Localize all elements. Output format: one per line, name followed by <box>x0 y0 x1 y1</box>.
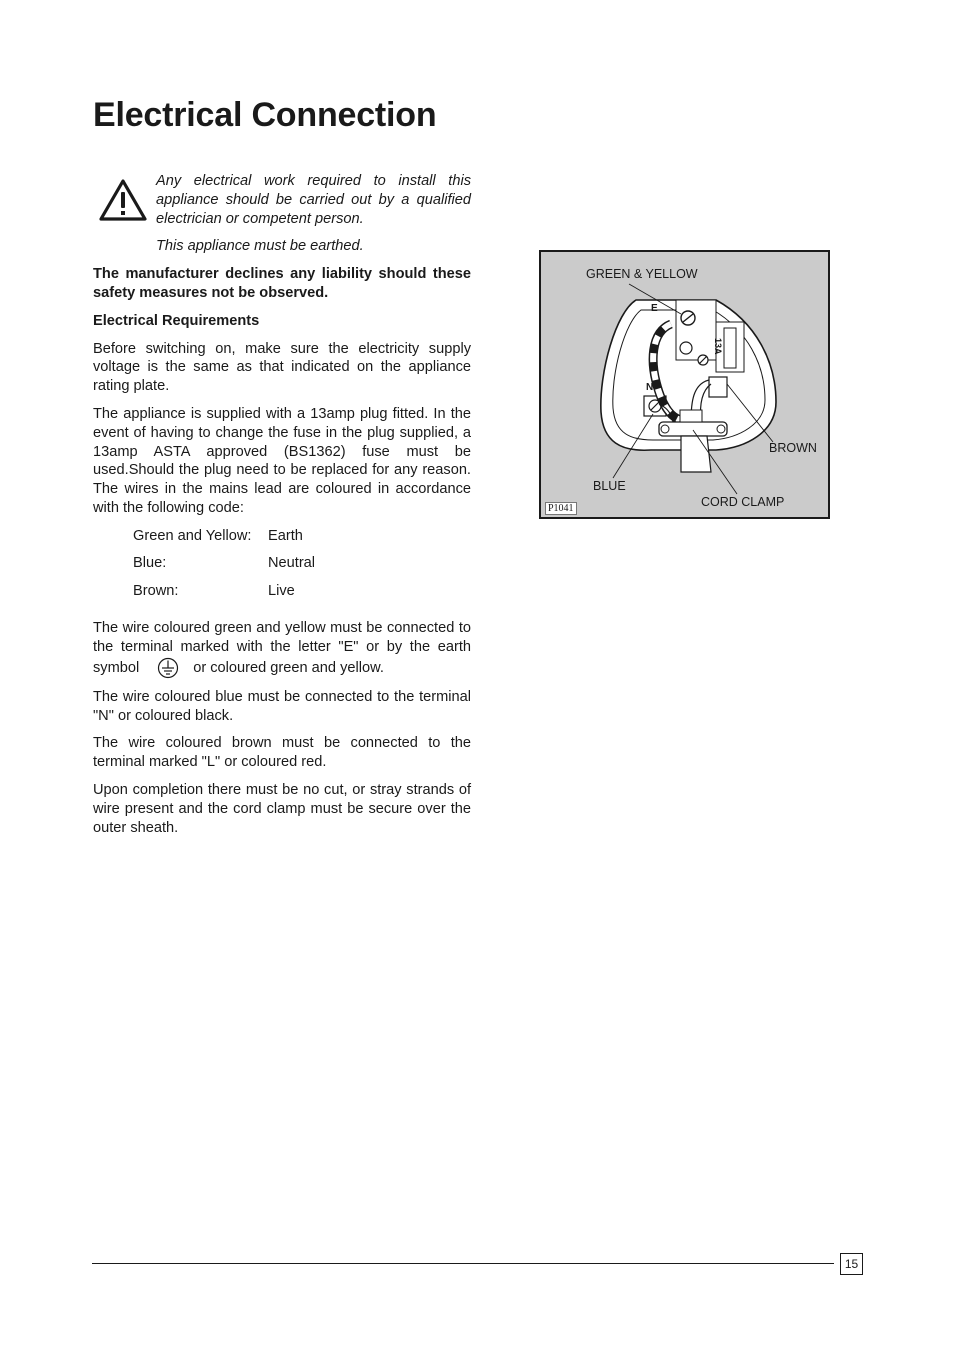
label-terminal-e: E <box>651 303 658 314</box>
wire-code-row <box>133 527 471 555</box>
plug-wiring-diagram <box>539 250 830 519</box>
warning-text: Any electrical work required to install this appliance should be carried out by a qualified electrician or competent person. <box>156 173 471 227</box>
label-green-yellow: GREEN & YELLOW <box>586 267 698 281</box>
liability-statement: The manufacturer declines any liability should these safety measures not be observed. <box>93 266 471 301</box>
wire-function: Neutral <box>268 555 316 572</box>
paragraph-earth <box>93 619 471 679</box>
earth-text-after: or coloured green and yellow. <box>193 659 384 676</box>
earthed-note: This appliance must be earthed. <box>156 238 364 255</box>
paragraph-plug: The appliance is supplied with a 13amp plug fitted. In the event of having to change the fuse in the plug supplied, a 13amp ASTA approved (BS1362) fuse must be used.Should the plug need to be replaced for any reason. The wires in the mains lead are coloured in accordance with the following code: <box>93 405 471 516</box>
paragraph-completion: Upon completion there must be no cut, or stray strands of wire present and the cord clamp must be secure over the outer sheath. <box>93 782 471 836</box>
label-brown: BROWN <box>769 441 817 455</box>
page-number: 15 <box>840 1253 863 1275</box>
warning-triangle-icon <box>98 178 148 222</box>
section-heading: Electrical Requirements <box>93 312 260 329</box>
paragraph-voltage: Before switching on, make sure the electricity supply voltage is the same as that indicated on the appliance rating plate. <box>93 340 471 395</box>
wire-colour: Brown: <box>133 582 179 599</box>
footer-rule <box>92 1263 834 1264</box>
earth-text-before: The wire coloured green and yellow must be connected to the terminal marked with the letter "E" or by the earth symbol <box>93 620 471 676</box>
label-cord-clamp: CORD CLAMP <box>701 495 785 509</box>
label-terminal-n: N <box>646 382 654 393</box>
label-fuse: 13A <box>713 338 723 355</box>
wire-colour: Blue: <box>133 555 167 572</box>
text-column <box>93 172 471 846</box>
paragraph-brown: The wire coloured brown must be connected to the terminal marked "L" or coloured red. <box>93 735 471 771</box>
label-blue: BLUE <box>593 479 626 493</box>
page-title: Electrical Connection <box>93 96 437 134</box>
wire-code-row <box>133 582 471 610</box>
plug-drawing <box>541 252 828 517</box>
wire-function: Earth <box>268 527 303 544</box>
wire-code-table <box>133 527 471 610</box>
paragraph-blue: The wire coloured blue must be connected to the terminal "N" or coloured black. <box>93 688 471 724</box>
wire-function: Live <box>268 582 295 599</box>
warning-block <box>93 172 471 256</box>
wire-colour: Green and Yellow: <box>133 527 252 544</box>
figure-code: P1041 <box>545 502 577 515</box>
earth-symbol-icon <box>157 657 179 679</box>
wire-code-row <box>133 554 471 582</box>
